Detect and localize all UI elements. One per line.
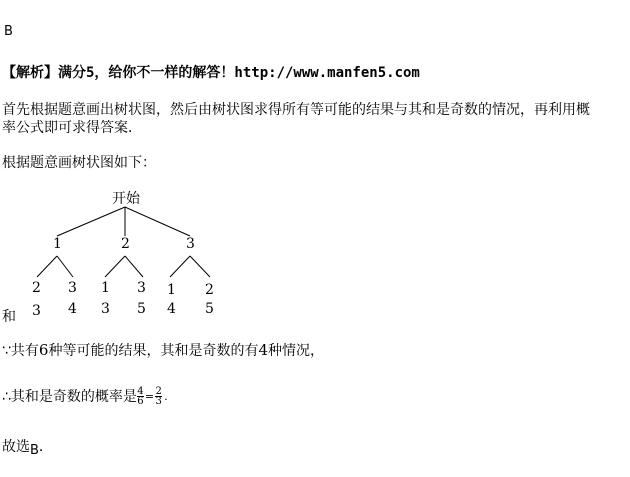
explanation-line-2: 率公式即可求得答案． xyxy=(2,120,142,136)
outcome-middle: 种等可能的结果，其和是奇数的有 xyxy=(48,343,259,359)
fraction-denominator: 3 xyxy=(155,395,162,407)
sum-label: 和 xyxy=(2,309,16,325)
outcome-count-line xyxy=(2,340,324,360)
tree-edge-2-a xyxy=(105,256,125,277)
probability-end: . xyxy=(164,389,168,403)
tree-edge-2-b xyxy=(125,256,143,277)
explanation-line-1: 首先根据题意画出树状图，然后由树状图求得所有等可能的结果与其和是奇数的情况，再利用概 xyxy=(2,102,590,118)
sum-value: 4 xyxy=(167,301,176,317)
answer-letter: B xyxy=(4,24,13,39)
tree-edge-1-a xyxy=(37,256,57,277)
probability-prefix: ∴其和是奇数的概率是 xyxy=(2,389,137,405)
tree-root: 开始 xyxy=(112,191,140,207)
fraction-numerator: 2 xyxy=(155,385,162,397)
outcome-suffix: 种情况， xyxy=(268,343,325,359)
sum-value: 3 xyxy=(101,301,110,317)
equals-sign: = xyxy=(144,389,155,403)
sum-value: 5 xyxy=(137,301,146,317)
sum-value: 5 xyxy=(205,301,214,317)
fraction-numerator: 4 xyxy=(137,385,144,397)
fraction-4-6 xyxy=(137,387,144,406)
tree-edge-1-b xyxy=(57,256,73,277)
tree-edge-root-3 xyxy=(125,207,190,236)
tree-edge-root-1 xyxy=(57,207,125,236)
tree-level1-node: 1 xyxy=(53,236,62,252)
outcome-prefix: ∵共有 xyxy=(2,343,39,359)
outcome-total: 6 xyxy=(38,341,49,359)
outcome-odd: 4 xyxy=(258,341,269,359)
final-answer xyxy=(2,436,53,456)
tree-edge-3-a xyxy=(170,256,190,277)
analysis-title: 满分5，给你不一样的解答！http://www.manfen5.com xyxy=(58,65,420,81)
fraction-denominator: 6 xyxy=(137,395,144,407)
tree-level2-node: 3 xyxy=(137,280,146,296)
probability-line xyxy=(2,386,168,406)
tree-level2-node: 2 xyxy=(32,280,41,296)
tree-level2-node: 3 xyxy=(68,280,77,296)
tree-level2-node: 2 xyxy=(205,282,214,298)
tree-edge-3-b xyxy=(190,256,210,277)
final-letter: B xyxy=(30,443,39,458)
final-end: ． xyxy=(38,439,53,455)
analysis-bracket-label: 【解析】 xyxy=(2,65,58,81)
tree-level2-node: 1 xyxy=(167,282,176,298)
sum-value: 4 xyxy=(68,301,77,317)
tree-intro: 根据题意画树状图如下： xyxy=(2,155,156,171)
fraction-2-3 xyxy=(155,387,162,406)
tree-level1-node: 3 xyxy=(186,236,195,252)
tree-level1-node: 2 xyxy=(121,236,130,252)
sum-value: 3 xyxy=(32,303,41,319)
tree-level2-node: 1 xyxy=(101,280,110,296)
final-prefix: 故选 xyxy=(2,439,30,455)
